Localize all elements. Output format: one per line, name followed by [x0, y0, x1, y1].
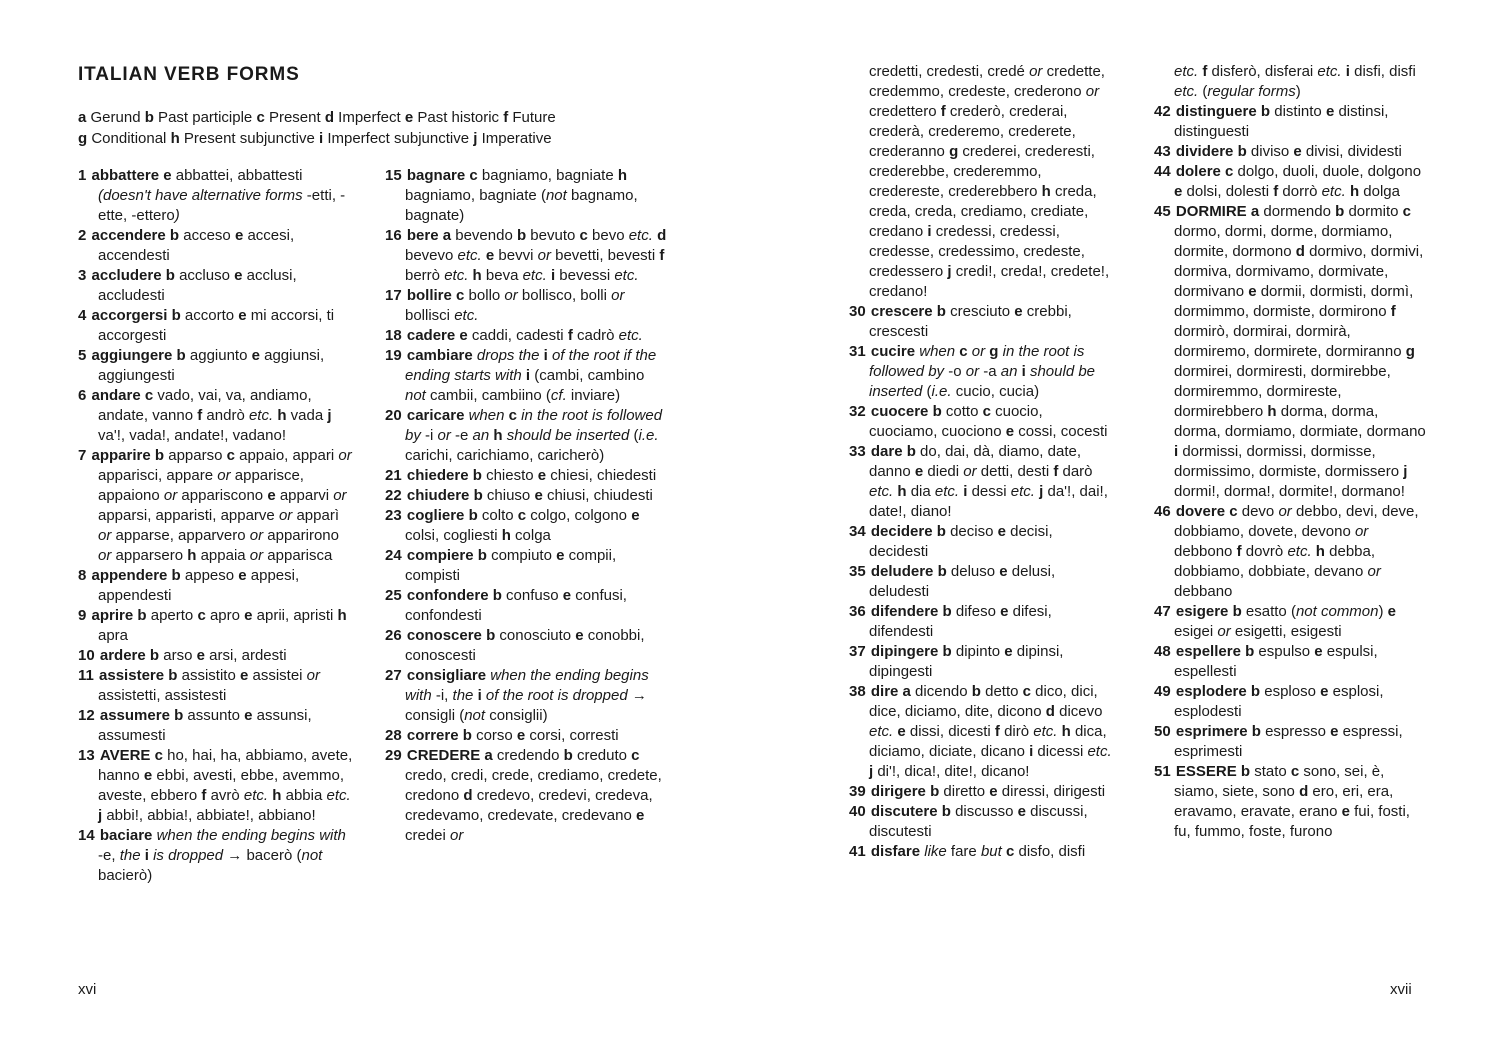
- verb-entry-34: 34 decidere b deciso e decisi, decidesti: [849, 523, 1053, 560]
- verb-entry-27: 27 consigliare when the ending begins with -i, the i of the root is dropped → consigli (not consiglii): [385, 667, 649, 724]
- verb-entry-11: 11 assistere b assistito e assistei or assistetti, assistesti: [78, 667, 321, 704]
- verb-entry-3: 3 accludere b accluso e acclusi, accludesti: [78, 267, 297, 304]
- verb-entry-39: 39 dirigere b diretto e diressi, dirigesti: [849, 783, 1106, 800]
- verb-entry-7: 7 apparire b apparso c appaio, appari or apparisci, appare or apparisce, appaiono or appariscono e apparvi or apparsi, apparisti, apparve or apparì or apparse, apparvero or apparirono or apparsero h appaia or apparisca: [78, 447, 352, 564]
- verb-column-1: [78, 166, 354, 886]
- verb-column-3: [849, 62, 1115, 862]
- verb-entry-45: 45 DORMIRE a dormendo b dormito c dormo, dormi, dorme, dormiamo, dormite, dormono d dormivo, dormivi, dormiva, dormivamo, dormivate, dormivano e dormii, dormisti, dormì, dormimmo, dormiste, dormirono f dormirò, dormirai, dormirà, dormiremo, dormirete, dormiranno g dormirei, dormiresti, dormirebbe, dormiremmo, dormireste, dormirebbero h dorma, dorma, dorma, dormiamo, dormiate, dormano i dormissi, dormissi, dormisse, dormissimo, dormiste, dormissero j dormi!, dorma!, dormite!, dormano!: [1154, 203, 1426, 500]
- verb-entry-2: 2 accendere b acceso e accesi, accendesti: [78, 227, 295, 264]
- verb-entry-19: 19 cambiare drops the i of the root if the ending starts with i (cambi, cambino not cambii, cambiino (cf. inviare): [385, 347, 657, 404]
- verb-entry-28: 28 correre b corso e corsi, corresti: [385, 727, 619, 744]
- verb-entry-48: 48 espellere b espulso e espulsi, espellesti: [1154, 643, 1378, 680]
- verb-entry-30: 30 crescere b cresciuto e crebbi, crescesti: [849, 303, 1072, 340]
- verb-entry-15: 15 bagnare c bagniamo, bagniate h bagniamo, bagniate (not bagnamo, bagnate): [385, 167, 638, 224]
- verb-entry-10: 10 ardere b arso e arsi, ardesti: [78, 647, 287, 664]
- verb-entry-33: 33 dare b do, dai, dà, diamo, date, danno e diedi or detti, desti f darò etc. h dia etc. i dessi etc. j da'!, dai!, date!, diano!: [849, 443, 1108, 520]
- verb-entry-26: 26 conoscere b conosciuto e conobbi, conoscesti: [385, 627, 645, 664]
- verb-entry-20: 20 caricare when c in the root is followed by -i or -e an h should be inserted (i.e. carichi, carichiamo, caricherò): [385, 407, 663, 464]
- verb-entry-5: 5 aggiungere b aggiunto e aggiunsi, aggiungesti: [78, 347, 325, 384]
- verb-entry-37: 37 dipingere b dipinto e dipinsi, dipingesti: [849, 643, 1064, 680]
- page-number-right: xvii: [1390, 981, 1412, 998]
- verb-forms-key-line-2: g Conditional h Present subjunctive i Imperfect subjunctive j Imperative: [78, 130, 552, 147]
- verb-entry-14: 14 baciare when the ending begins with -e, the i is dropped → bacerò (not bacierò): [78, 827, 346, 884]
- verb-entry-18: 18 cadere e caddi, cadesti f cadrò etc.: [385, 327, 643, 344]
- verb-entry-16: 16 bere a bevendo b bevuto c bevo etc. d bevevo etc. e bevvi or bevetti, bevesti f berrò etc. h beva etc. i bevessi etc.: [385, 227, 667, 284]
- verb-entry-43: 43 dividere b diviso e divisi, dividesti: [1154, 143, 1402, 160]
- verb-entry-24: 24 compiere b compiuto e compii, compisti: [385, 547, 617, 584]
- verb-entry-12: 12 assumere b assunto e assunsi, assumesti: [78, 707, 312, 744]
- verb-entry-13: 13 AVERE c ho, hai, ha, abbiamo, avete, hanno e ebbi, avesti, ebbe, avemmo, aveste, ebbero f avrò etc. h abbia etc. j abbi!, abbia!, abbiate!, abbiano!: [78, 747, 353, 824]
- verb-entry-continuation: etc. f disferò, disferai etc. i disfi, disfi etc. (regular forms): [1174, 63, 1416, 100]
- verb-entry-9: 9 aprire b aperto c apro e aprii, apristi h apra: [78, 607, 347, 644]
- verb-entry-continuation: credetti, credesti, credé or credette, credemmo, credeste, crederono or credettero f crederò, crederai, crederà, crederemo, crederete, crederanno g crederei, crederesti, crederebbe, crederemmo, credereste, crederebbero h creda, creda, creda, crediamo, crediate, credano i credessi, credessi, credesse, credessimo, credeste, credessero j credi!, creda!, credete!, credano!: [869, 63, 1110, 300]
- verb-entry-31: 31 cucire when c or g in the root is followed by -o or -a an i should be inserted (i.e. cucio, cucia): [849, 343, 1096, 400]
- verb-entry-21: 21 chiedere b chiesto e chiesi, chiedesti: [385, 467, 657, 484]
- verb-entry-42: 42 distinguere b distinto e distinsi, distinguesti: [1154, 103, 1389, 140]
- verb-entry-51: 51 ESSERE b stato c sono, sei, è, siamo, siete, sono d ero, eri, era, eravamo, eravate, erano e fui, fosti, fu, fummo, foste, furono: [1154, 763, 1410, 840]
- verb-entry-35: 35 deludere b deluso e delusi, deludesti: [849, 563, 1056, 600]
- verb-entry-46: 46 dovere c devo or debbo, devi, deve, dobbiamo, dovete, devono or debbono f dovrò etc. h debba, dobbiamo, dobbiate, devano or debbano: [1154, 503, 1419, 600]
- page-title: ITALIAN VERB FORMS: [78, 64, 300, 85]
- verb-entry-36: 36 difendere b difeso e difesi, difendesti: [849, 603, 1052, 640]
- verb-entry-6: 6 andare c vado, vai, va, andiamo, andate, vanno f andrò etc. h vada j va'!, vada!, andate!, vadano!: [78, 387, 332, 444]
- verb-entry-1: 1 abbattere e abbattei, abbattesti (doesn't have alternative forms -etti, -ette, -ettero): [78, 167, 346, 224]
- verb-entry-23: 23 cogliere b colto c colgo, colgono e colsi, cogliesti h colga: [385, 507, 640, 544]
- verb-entry-40: 40 discutere b discusso e discussi, discutesti: [849, 803, 1088, 840]
- verb-entry-8: 8 appendere b appeso e appesi, appendesti: [78, 567, 300, 604]
- verb-entry-17: 17 bollire c bollo or bollisco, bolli or bollisci etc.: [385, 287, 625, 324]
- page-number-left: xvi: [78, 981, 97, 998]
- verb-entry-50: 50 esprimere b espresso e espressi, esprimesti: [1154, 723, 1403, 760]
- verb-entry-4: 4 accorgersi b accorto e mi accorsi, ti accorgesti: [78, 307, 335, 344]
- verb-entry-49: 49 esplodere b esploso e esplosi, esplodesti: [1154, 683, 1384, 720]
- verb-entry-29: 29 CREDERE a credendo b creduto c credo, credi, crede, crediamo, credete, credono d credevo, credevi, credeva, credevamo, credevate, credevano e credei or: [385, 747, 662, 844]
- verb-entry-44: 44 dolere c dolgo, duoli, duole, dolgono e dolsi, dolesti f dorrò etc. h dolga: [1154, 163, 1422, 200]
- verb-column-2: [385, 166, 669, 846]
- verb-entry-47: 47 esigere b esatto (not common) e esigei or esigetti, esigesti: [1154, 603, 1397, 640]
- verb-forms-key-line-1: a Gerund b Past participle c Present d Imperfect e Past historic f Future: [78, 109, 556, 126]
- verb-entry-38: 38 dire a dicendo b detto c dico, dici, dice, diciamo, dite, dicono d dicevo etc. e dissi, dicesti f dirò etc. h dica, diciamo, diciate, dicano i dicessi etc. j di'!, dica!, dite!, dicano!: [849, 683, 1112, 780]
- verb-entry-32: 32 cuocere b cotto c cuocio, cuociamo, cuociono e cossi, cocesti: [849, 403, 1108, 440]
- verb-column-4: [1154, 62, 1428, 842]
- verb-entry-22: 22 chiudere b chiuso e chiusi, chiudesti: [385, 487, 653, 504]
- verb-entry-41: 41 disfare like fare but c disfo, disfi: [849, 843, 1086, 860]
- verb-entry-25: 25 confondere b confuso e confusi, confondesti: [385, 587, 627, 624]
